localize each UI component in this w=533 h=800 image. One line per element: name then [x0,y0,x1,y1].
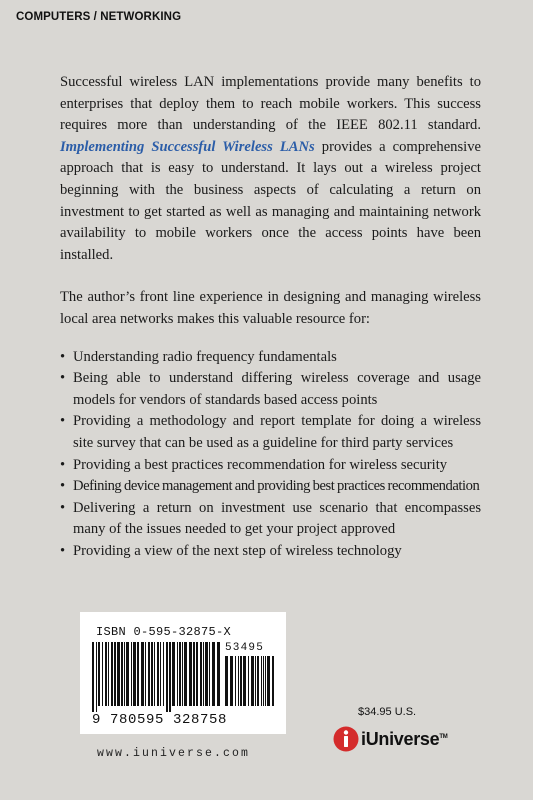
barcode-bar [182,642,183,706]
barcode-bar [166,642,168,712]
barcode-bar [235,656,236,706]
intro-text-end: provides a comprehensive approach that is easy to understand. It lays out a wireless project beginning with the business aspects of calculating a return on investment to get started as well as managing and maintaining network availability to mobile workers once the access points have been installed. [60,138,481,263]
barcode-bar [179,642,181,706]
barcode-bar [225,656,228,706]
list-item [60,476,481,498]
barcode-bar [238,656,239,706]
barcode-bar [267,656,270,706]
barcode-bar [209,642,210,706]
list-item [60,368,481,411]
barcode-bar [102,642,103,706]
list-item-text: Understanding radio frequency fundamentals [73,348,337,365]
ean-barcode [92,642,220,712]
list-item-text: Providing a best practices recommendation for wireless security [73,456,448,473]
back-cover-description [60,72,481,562]
barcode-bar [114,642,116,706]
barcode-bar [240,656,242,706]
barcode-bar [121,642,123,706]
barcode-bar [157,642,159,706]
barcode-bar [261,656,262,706]
book-title-emphasis: Implementing Successful Wireless LANs [60,138,315,155]
list-item [60,411,481,454]
barcode-bar [160,642,161,706]
price-label: $34.95 U.S. [358,706,417,718]
barcode-bar [243,656,246,706]
list-item [60,455,481,477]
barcode-bar [163,642,164,706]
barcode-bar [196,642,198,706]
ean-digits: 9 780595 328758 [92,712,228,728]
iuniverse-logo-icon [333,726,359,752]
barcode-bar [148,642,150,706]
barcode-bar [189,642,192,706]
barcode-bar [92,642,94,712]
barcode-bar [108,642,109,706]
barcode-bar [96,642,97,712]
bullet-icon: • [60,348,66,365]
barcode-bar [117,642,120,706]
list-item-text: Providing a view of the next step of wireless technology [73,542,402,559]
category-label: COMPUTERS / NETWORKING [16,11,182,23]
list-item-text: Being able to understand differing wireless coverage and usage models for vendors of standards based access points [73,370,481,408]
barcode-bar [257,656,259,706]
barcode-bar [263,656,264,706]
list-item-text: Providing a methodology and report template for doing a wireless site survey that can be used as a guideline for third party services [73,413,481,451]
list-item [60,347,481,369]
intro-paragraph [60,72,481,266]
bullet-icon: • [60,542,66,559]
barcode-bar [172,642,175,706]
barcode-bar [272,656,274,706]
barcode-bar [141,642,144,706]
bullet-icon: • [60,413,66,430]
trademark-mark: TM [439,733,448,740]
barcode-bar [251,656,254,706]
barcode-bar [217,642,220,706]
barcode-bar [111,642,113,706]
barcode-bar [212,642,215,706]
barcode-bar [203,642,204,706]
barcode-bar [184,642,187,706]
barcode-bar [177,642,178,706]
bullet-icon: • [60,499,66,516]
intro-text-start: Successful wireless LAN implementations provide many benefits to enterprises that deploy them to reach mobile workers. This success requires more than understanding of the IEEE 802.11 standard. [60,74,481,134]
barcode-bar [133,642,136,706]
barcode-bar [137,642,139,706]
barcode-bar [200,642,202,706]
isbn-barcode-panel [80,612,286,734]
barcode-bar [124,642,125,706]
barcode-bar [131,642,132,706]
publisher-name [361,729,447,750]
barcode-bar [193,642,195,706]
publisher-name-text: iUniverse [361,728,440,749]
barcode-bar [98,642,100,706]
list-item [60,541,481,563]
barcode-bar [126,642,129,706]
isbn-label: ISBN 0-595-32875-X [96,625,232,639]
barcode-bar [154,642,155,706]
author-paragraph: The author’s front line experience in designing and managing wireless local area networks makes this valuable resource for: [60,289,481,327]
barcode-bar [145,642,146,706]
barcode-bar [255,656,256,706]
publisher-logo [333,726,447,752]
barcode-bar [151,642,153,706]
barcode-bar [205,642,208,706]
bullet-icon: • [60,370,66,387]
price-addon-digits: 53495 [225,642,265,654]
list-item-text: Delivering a return on investment use scenario that encompasses many of the issues needed to get your project approved [73,499,481,538]
publisher-website: www.iuniverse.com [97,747,251,760]
barcode-bar [105,642,107,706]
list-item [60,498,481,541]
barcode-bar [265,656,266,706]
bullet-icon: • [60,456,66,473]
bullet-icon: • [60,478,65,495]
barcode-bar [248,656,249,706]
list-item-text: Defining device management and providing best practices recommendation [73,478,480,495]
price-addon-barcode [225,656,275,712]
benefit-list [60,347,481,563]
barcode-bar [230,656,233,706]
barcode-bar [169,642,171,712]
